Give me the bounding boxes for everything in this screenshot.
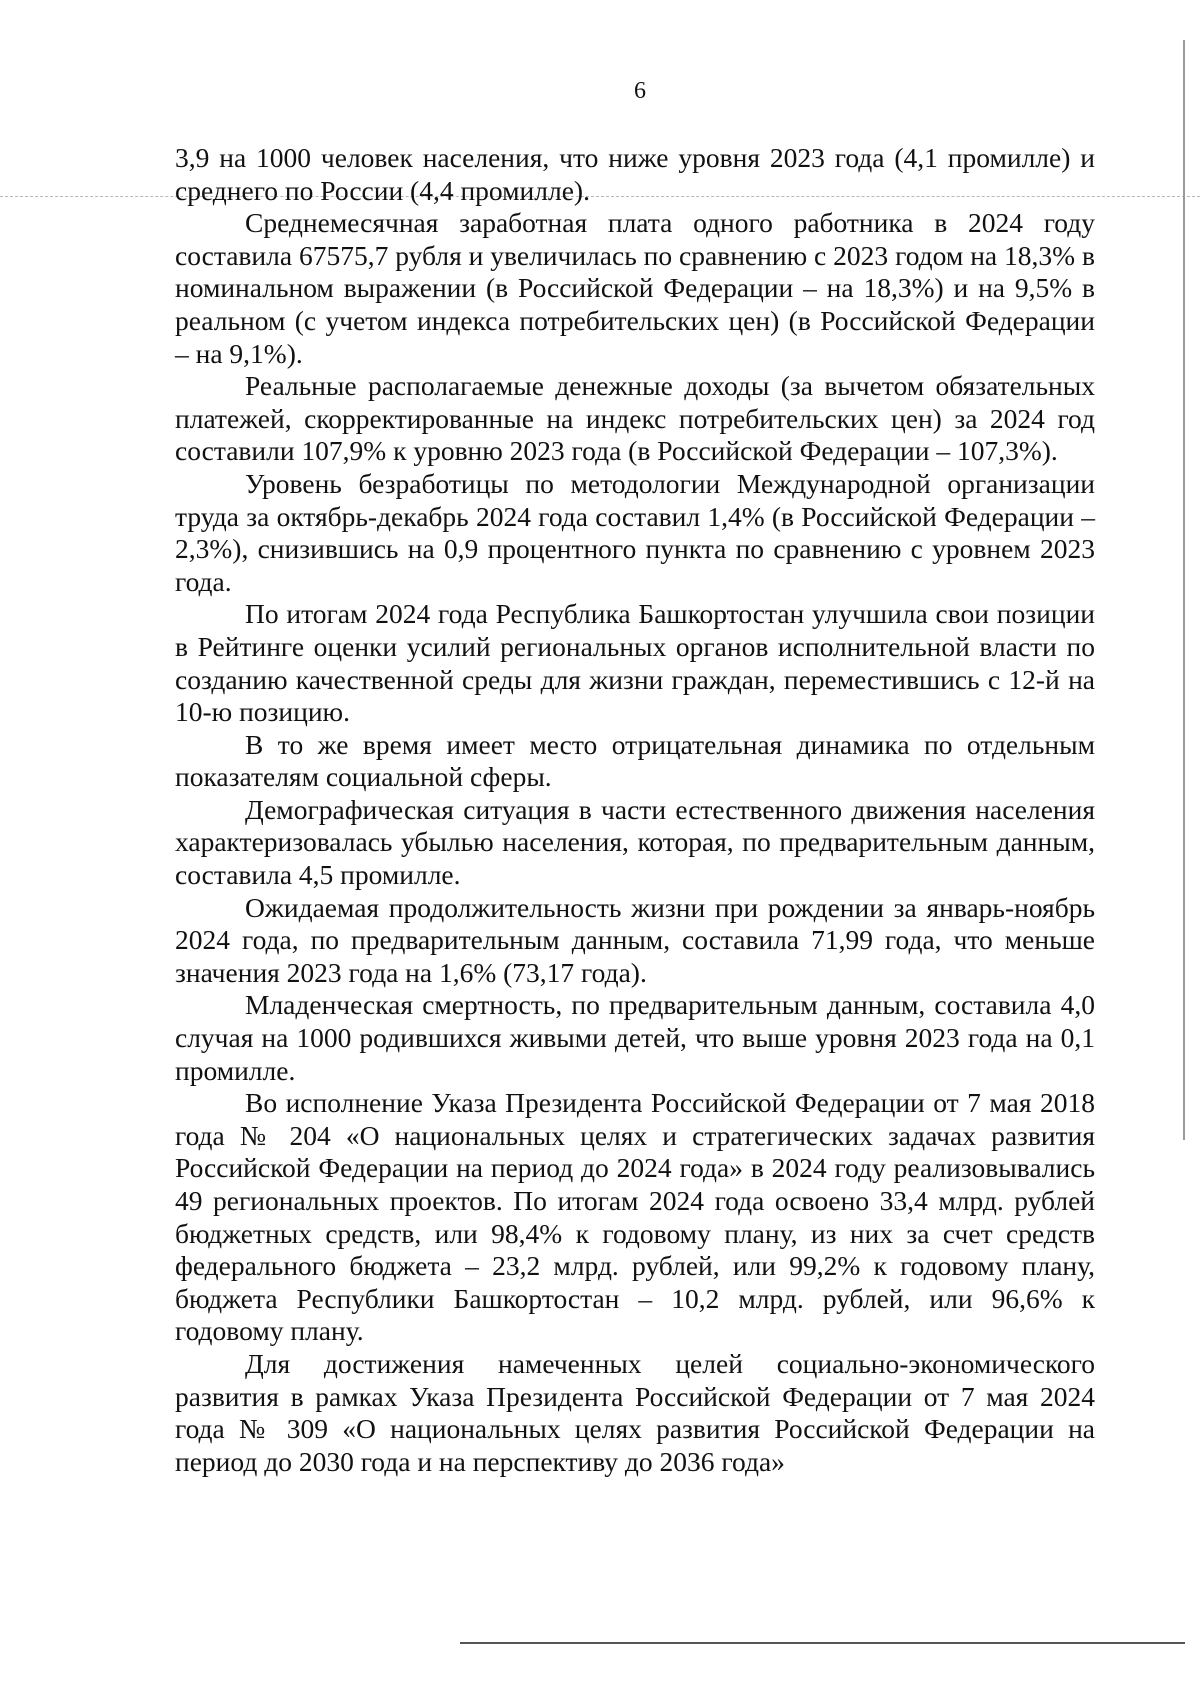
paragraph-real-income: Реальные располагаемые денежные доходы (за вычетом обязательных платежей, скорректированные на индекс потребительских цен) за 2024 год составили 107,9% к уровню 2023 года (в Российской Федерации – 107,3%). [175, 370, 1095, 467]
paragraph-rating: По итогам 2024 года Республика Башкортостан улучшила свои позиции в Рейтинге оценки усилий региональных органов исполнительной власти по созданию качественной среды для жизни граждан, переместившись с 12-й на 10-ю позицию. [175, 598, 1095, 728]
paragraph-demography: Демографическая ситуация в части естественного движения населения характеризовалась убылью населения, которая, по предварительным данным, составила 4,5 промилле. [175, 793, 1095, 891]
paragraph-continuation: 3,9 на 1000 человек населения, что ниже уровня 2023 года (4,1 промилле) и среднего по России (4,4 промилле). [175, 142, 1095, 206]
page-number: 6 [634, 78, 646, 104]
paragraph-infant-mortality: Младенческая смертность, по предварительным данным, составила 4,0 случая на 1000 родившихся живыми детей, что выше уровня 2023 года на 0,1 промилле. [175, 989, 1095, 1086]
scan-artifact-edge [1183, 40, 1185, 1140]
paragraph-decree-309: Для достижения намеченных целей социально-экономического развития в рамках Указа Президента Российской Федерации от 7 мая 2024 года № 309 «О национальных целях развития Российской Федерации на период до 2030 года и на перспективу до 2036 года» [175, 1347, 1095, 1477]
paragraph-decree-204: Во исполнение Указа Президента Российской Федерации от 7 мая 2018 года № 204 «О национальных целях и стратегических задачах развития Российской Федерации на период до 2024 года» в 2024 году реализовывались 49 региональных проектов. По итогам 2024 года освоено 33,4 млрд. рублей бюджетных средств, или 98,4% к годовому плану, из них за счет средств федерального бюджета – 23,2 млрд. рублей, или 99,2% к годовому плану, бюджета Республики Башкортостан – 10,2 млрд. рублей, или 96,6% к годовому плану. [175, 1087, 1095, 1347]
paragraph-average-salary: Среднемесячная заработная плата одного работника в 2024 году составила 67575,7 рубля и увеличилась по сравнению с 2023 годом на 18,3% в номинальном выражении (в Российской Федерации – на 18,3%) и на 9,5% в реальном (с учетом индекса потребительских цен) (в Российской Федерации – на 9,1%). [175, 207, 1095, 369]
document-body [175, 142, 1095, 1478]
paragraph-negative-dynamics: В то же время имеет место отрицательная динамика по отдельным показателям социальной сферы. [175, 728, 1095, 793]
scan-artifact-bottom-line [460, 1642, 1185, 1644]
paragraph-life-expectancy: Ожидаемая продолжительность жизни при рождении за январь-ноябрь 2024 года, по предварительным данным, составила 71,99 года, что меньше значения 2023 года на 1,6% (73,17 года). [175, 891, 1095, 988]
paragraph-unemployment: Уровень безработицы по методологии Международной организации труда за октябрь-декабрь 2024 года составил 1,4% (в Российской Федерации – 2,3%), снизившись на 0,9 процентного пункта по сравнению с уровнем 2023 года. [175, 467, 1095, 597]
